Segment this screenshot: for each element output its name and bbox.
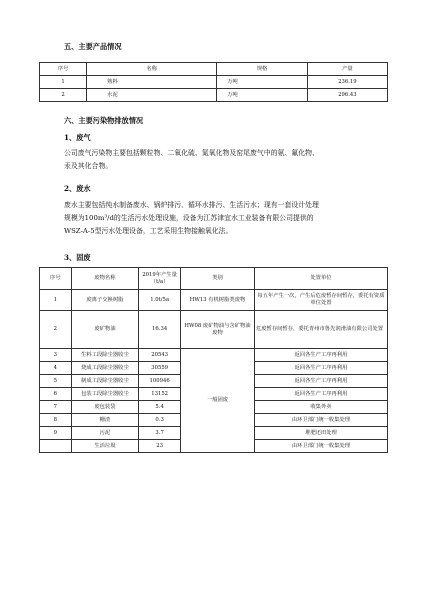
solid-waste-table [39, 267, 388, 453]
general-waste-type-cell: 一般固废 [181, 349, 255, 453]
header-cell: 序号 [40, 268, 72, 290]
cell: 5 [40, 375, 72, 388]
table-header-row [40, 268, 388, 290]
cell: 100946 [139, 375, 181, 388]
cell: 由环卫部门统一收集处理 [254, 440, 387, 453]
cell: 包装工段除尘器收尘 [71, 388, 139, 401]
cell: 栅渣 [71, 414, 139, 427]
header-cell: 序号 [40, 63, 87, 76]
cell: 返回各生产工序再利用 [254, 388, 387, 401]
section6-title: 六、主要污染物排放情况 [64, 116, 144, 125]
cell: 236.19 [307, 76, 387, 89]
cell: 5.4 [139, 401, 181, 414]
gas-subtitle: 1、废气 [64, 133, 91, 142]
cell: 3.7 [139, 427, 181, 440]
water-paragraph [64, 199, 394, 238]
cell: 水泥 [87, 89, 217, 102]
cell: 返回各生产工序再利用 [254, 375, 387, 388]
header-cell: 2019年产生量（t/a） [139, 268, 181, 290]
table-row [40, 290, 388, 311]
cell: 由环卫部门统一收集处理 [254, 414, 387, 427]
paragraph-line: WSZ-A-5型污水处理设备，工艺采用生物接触氧化法。 [64, 227, 233, 235]
cell: 1 [40, 290, 72, 311]
header-cell: 类别 [181, 268, 255, 290]
cell: 1.0t/5a [139, 290, 181, 311]
table-row [40, 76, 388, 89]
cell: 9 [40, 427, 72, 440]
cell: 23 [139, 440, 181, 453]
cell: 4 [40, 362, 72, 375]
cell: 7 [40, 401, 72, 414]
cell: 废离子交换树脂 [71, 290, 139, 311]
paragraph-line: 公司废气污染物主要包括颗粒物、二氧化硫、氮氧化物及窑尾废气中的氨、氟化物、 [64, 149, 319, 157]
cell: 返回各生产工序再利用 [254, 349, 387, 362]
paragraph-line: 规模为100m³/d的生活污水处理设施，设备为江苏津宜水工业装备有限公司提供的 [64, 214, 314, 222]
table-row [40, 311, 388, 349]
cell: 20543 [139, 349, 181, 362]
cell: 生活垃圾 [71, 440, 139, 453]
gas-paragraph [64, 147, 394, 173]
table-row [40, 89, 388, 102]
solid-subtitle: 3、固废 [64, 253, 91, 262]
cell: 0.3 [139, 414, 181, 427]
products-table [39, 62, 388, 102]
cell: 16.34 [139, 311, 181, 349]
section5-title: 五、主要产品情况 [64, 42, 122, 51]
cell: 13152 [139, 388, 181, 401]
cell: 烧成工段除尘器收尘 [71, 362, 139, 375]
cell: 废矿物油 [71, 311, 139, 349]
cell: 危废暂存间暂存，委托青州市鲁先润滑油有限公司处置 [254, 311, 387, 349]
cell: 万吨 [217, 89, 308, 102]
cell: 2 [40, 311, 72, 349]
cell: 每五年产生一次，产生后危废暂存间暂存，委托有资质单位处置 [254, 290, 387, 311]
cell [40, 440, 72, 453]
table-header-row [40, 63, 388, 76]
paragraph-line: 废水主要包括纯水制备废水、锅炉排污、循环水排污、生活污水；现有一套设计处理 [64, 201, 319, 209]
header-cell: 废物名称 [71, 268, 139, 290]
cell: 6 [40, 388, 72, 401]
cell: HW08 废矿物油与含矿物油废物 [181, 311, 255, 349]
cell: HW13 有机树脂类废物 [181, 290, 255, 311]
cell: 2 [40, 89, 87, 102]
paragraph-line: 汞及其化合物。 [64, 162, 113, 170]
cell: 堆肥还田处理 [254, 427, 387, 440]
cell: 污泥 [71, 427, 139, 440]
header-cell: 产量 [307, 63, 387, 76]
cell: 3 [40, 349, 72, 362]
cell: 制成工段除尘器收尘 [71, 375, 139, 388]
cell: 返回各生产工序再利用 [254, 362, 387, 375]
cell: 30559 [139, 362, 181, 375]
header-cell: 名称 [87, 63, 217, 76]
cell: 8 [40, 414, 72, 427]
cell: 生料工段除尘器收尘 [71, 349, 139, 362]
header-cell: 规格 [217, 63, 308, 76]
cell: 万吨 [217, 76, 308, 89]
cell: 296.43 [307, 89, 387, 102]
table-row [40, 349, 388, 362]
cell: 熟料 [87, 76, 217, 89]
water-subtitle: 2、废水 [64, 184, 91, 193]
cell: 废包装袋 [71, 401, 139, 414]
cell: 收集外卖 [254, 401, 387, 414]
header-cell: 处置单位 [254, 268, 387, 290]
cell: 1 [40, 76, 87, 89]
